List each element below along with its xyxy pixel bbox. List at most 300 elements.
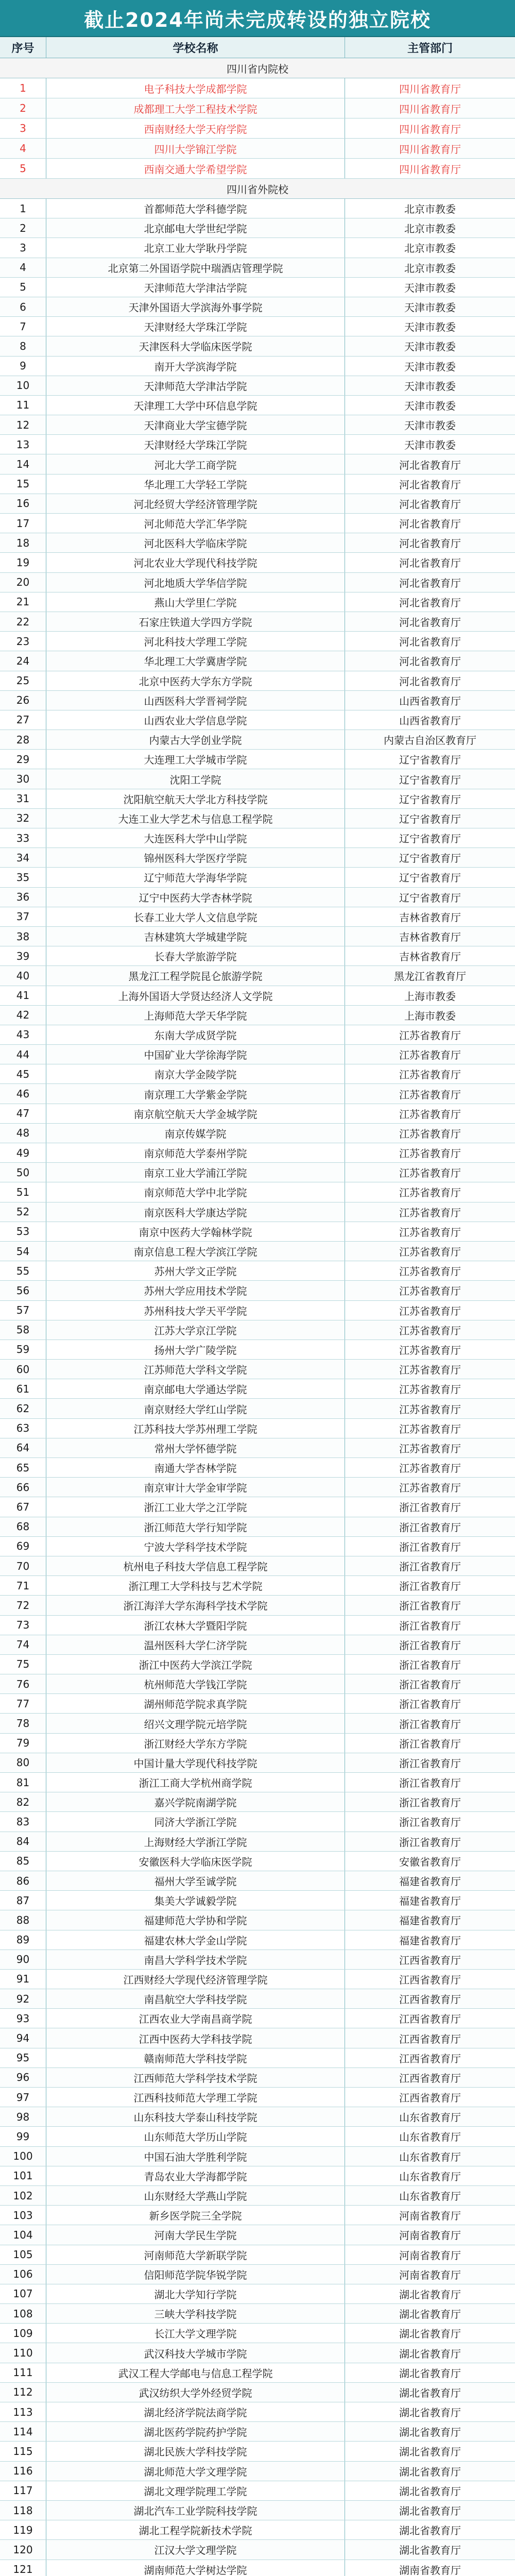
table-row [0, 946, 515, 966]
cell-name: 成都理工大学工程技术学院 [46, 98, 345, 118]
cell-name: 四川大学锦江学院 [46, 139, 345, 158]
cell-name: 苏州大学应用技术学院 [46, 1281, 345, 1300]
cell-no: 4 [0, 258, 46, 277]
cell-dept: 河北省教育厅 [399, 655, 461, 668]
cell-no: 12 [0, 415, 46, 434]
cell-name: 武汉纺织大学外经贸学院 [46, 2383, 345, 2402]
cell-name: 浙江农林大学暨阳学院 [46, 1616, 345, 1635]
cell-name: 长春大学旅游学院 [46, 946, 345, 965]
cell-no: 89 [0, 1930, 46, 1950]
cell-dept: 河北省教育厅 [399, 518, 461, 531]
cell-dept: 湖南省教育厅 [399, 2564, 461, 2576]
table-row [0, 2324, 515, 2343]
table-row [0, 1970, 515, 1989]
cell-name: 江西财经大学现代经济管理学院 [46, 1970, 345, 1989]
cell-name: 中国计量大学现代科技学院 [46, 1753, 345, 1772]
cell-name: 杭州师范大学钱江学院 [46, 1674, 345, 1693]
cell-dept: 浙江省教育厅 [399, 1777, 461, 1790]
cell-dept: 江苏省教育厅 [399, 1462, 461, 1475]
table-row [0, 1596, 515, 1615]
cell-name: 南昌航空大学科技学院 [46, 1989, 345, 2008]
cell-name: 内蒙古大学创业学院 [46, 730, 345, 749]
cell-name: 天津师范大学津沽学院 [46, 278, 345, 297]
cell-dept: 湖北省教育厅 [399, 2544, 461, 2557]
cell-name: 天津理工大学中环信息学院 [46, 396, 345, 415]
cell-dept: 浙江省教育厅 [399, 1737, 461, 1750]
table-row [0, 2009, 515, 2028]
table-row [0, 435, 515, 454]
table-row [0, 1714, 515, 1733]
cell-no: 59 [0, 1340, 46, 1359]
table-row [0, 1734, 515, 1753]
table-row [0, 2068, 515, 2088]
cell-dept: 浙江省教育厅 [399, 1639, 461, 1652]
cell-dept: 山西省教育厅 [399, 714, 461, 727]
cell-dept: 江苏省教育厅 [399, 1304, 461, 1317]
cell-no: 41 [0, 986, 46, 1005]
cell-no: 40 [0, 966, 46, 985]
cell-dept: 浙江省教育厅 [399, 1658, 461, 1671]
cell-no: 46 [0, 1084, 46, 1103]
table-row [0, 2363, 515, 2383]
cell-name: 天津师范大学津沽学院 [46, 376, 345, 395]
cell-no: 115 [0, 2442, 46, 2461]
table-row [0, 1163, 515, 1182]
table-row [0, 2481, 515, 2501]
table-row [0, 1281, 515, 1300]
cell-dept: 天津市教委 [404, 341, 456, 353]
cell-dept: 辽宁省教育厅 [399, 812, 461, 825]
cell-no: 103 [0, 2206, 46, 2225]
table-row [0, 533, 515, 553]
cell-no: 58 [0, 1320, 46, 1340]
cell-no: 16 [0, 494, 46, 513]
cell-no: 28 [0, 730, 46, 749]
cell-dept: 天津市教委 [404, 380, 456, 393]
table-row [0, 1006, 515, 1025]
cell-no: 62 [0, 1399, 46, 1418]
cell-no: 9 [0, 357, 46, 376]
cell-dept: 湖北省教育厅 [399, 2308, 461, 2321]
cell-no: 75 [0, 1655, 46, 1674]
table-row [0, 1478, 515, 1497]
cell-no: 1 [0, 78, 46, 98]
table-row [0, 297, 515, 317]
cell-dept: 湖北省教育厅 [399, 2406, 461, 2419]
cell-no: 1 [0, 199, 46, 218]
cell-name: 信阳师范学院华锐学院 [46, 2265, 345, 2284]
cell-dept: 天津市教委 [404, 399, 456, 412]
table-row [0, 2225, 515, 2245]
cell-dept: 天津市教委 [404, 281, 456, 294]
table-row [0, 1852, 515, 1871]
cell-no: 88 [0, 1910, 46, 1929]
cell-dept: 江苏省教育厅 [399, 1344, 461, 1357]
cell-name: 首都师范大学科德学院 [46, 199, 345, 218]
table-row [0, 750, 515, 769]
table-row [0, 1773, 515, 1792]
cell-dept: 天津市教委 [404, 439, 456, 452]
cell-name: 同济大学浙江学院 [46, 1812, 345, 1831]
table-row [0, 1064, 515, 1084]
cell-no: 97 [0, 2088, 46, 2107]
table-row [0, 986, 515, 1006]
table-row [0, 199, 515, 218]
cell-dept: 湖北省教育厅 [399, 2328, 461, 2341]
cell-no: 60 [0, 1360, 46, 1379]
cell-name: 河北大学工商学院 [46, 454, 345, 473]
cell-dept: 江苏省教育厅 [399, 1226, 461, 1239]
table-row [0, 2540, 515, 2560]
cell-no: 73 [0, 1616, 46, 1635]
table-row [0, 573, 515, 592]
cell-no: 2 [0, 98, 46, 118]
cell-dept: 上海市教委 [404, 1009, 456, 1022]
cell-name: 天津财经大学珠江学院 [46, 317, 345, 336]
cell-dept: 江苏省教育厅 [399, 1383, 461, 1396]
cell-name: 大连理工大学城市学院 [46, 750, 345, 769]
cell-dept: 湖北省教育厅 [399, 2505, 461, 2518]
cell-no: 54 [0, 1242, 46, 1261]
cell-no: 90 [0, 1950, 46, 1969]
cell-no: 37 [0, 907, 46, 926]
cell-dept: 山东省教育厅 [399, 2150, 461, 2163]
table-row [0, 888, 515, 907]
cell-dept: 河北省教育厅 [399, 675, 461, 688]
table-row [0, 1517, 515, 1537]
cell-no: 27 [0, 710, 46, 730]
cell-no: 111 [0, 2363, 46, 2382]
table-row [0, 612, 515, 632]
table-row [0, 1301, 515, 1320]
cell-no: 13 [0, 435, 46, 454]
cell-dept: 浙江省教育厅 [399, 1679, 461, 1691]
cell-name: 江西中医药大学科技学院 [46, 2028, 345, 2047]
cell-dept: 四川省教育厅 [399, 82, 461, 95]
cell-dept: 湖北省教育厅 [399, 2288, 461, 2301]
cell-no: 4 [0, 139, 46, 158]
cell-dept: 浙江省教育厅 [399, 1501, 461, 1514]
cell-name: 武汉科技大学城市学院 [46, 2343, 345, 2362]
cell-name: 中国矿业大学徐海学院 [46, 1045, 345, 1064]
cell-name: 南京信息工程大学滨江学院 [46, 1242, 345, 1261]
table-row [0, 1084, 515, 1104]
cell-name: 上海财经大学浙江学院 [46, 1832, 345, 1851]
cell-name: 苏州科技大学天平学院 [46, 1301, 345, 1320]
cell-name: 福建师范大学协和学院 [46, 1910, 345, 1929]
cell-dept: 北京市教委 [404, 262, 456, 275]
cell-name: 南京师范大学中北学院 [46, 1182, 345, 1201]
cell-dept: 福建省教育厅 [399, 1914, 461, 1927]
cell-dept: 河北省教育厅 [399, 498, 461, 511]
table-row [0, 1655, 515, 1674]
table-row [0, 317, 515, 336]
table-row [0, 2520, 515, 2540]
table-row [0, 238, 515, 258]
cell-no: 29 [0, 750, 46, 769]
cell-dept: 辽宁省教育厅 [399, 833, 461, 845]
cell-no: 21 [0, 592, 46, 612]
cell-no: 82 [0, 1792, 46, 1811]
table-row [0, 2028, 515, 2048]
cell-dept: 浙江省教育厅 [399, 1521, 461, 1534]
cell-name: 福建农林大学金山学院 [46, 1930, 345, 1950]
table-row [0, 159, 515, 179]
table-row [0, 514, 515, 533]
cell-dept: 辽宁省教育厅 [399, 793, 461, 806]
cell-dept: 河南省教育厅 [399, 2210, 461, 2223]
cell-dept: 江苏省教育厅 [399, 1187, 461, 1199]
cell-no: 118 [0, 2501, 46, 2520]
cell-name: 长春工业大学人文信息学院 [46, 907, 345, 926]
table-body-inside [0, 78, 515, 179]
cell-no: 106 [0, 2265, 46, 2284]
cell-name: 集美大学诚毅学院 [46, 1891, 345, 1910]
cell-name: 嘉兴学院南湖学院 [46, 1792, 345, 1811]
cell-no: 77 [0, 1694, 46, 1713]
cell-no: 92 [0, 1989, 46, 2008]
cell-dept: 江苏省教育厅 [399, 1167, 461, 1180]
cell-no: 42 [0, 1006, 46, 1025]
cell-name: 河北地质大学华信学院 [46, 573, 345, 592]
table-row [0, 1202, 515, 1222]
table-row [0, 2147, 515, 2166]
cell-no: 31 [0, 789, 46, 808]
table-row [0, 1320, 515, 1340]
table-row [0, 2343, 515, 2363]
cell-name: 南京师范大学泰州学院 [46, 1143, 345, 1162]
table-row [0, 927, 515, 946]
table-row [0, 2462, 515, 2481]
cell-name: 辽宁师范大学海华学院 [46, 868, 345, 887]
cell-no: 85 [0, 1852, 46, 1871]
cell-dept: 天津市教委 [404, 419, 456, 432]
cell-dept: 北京市教委 [404, 242, 456, 255]
section-outside: 四川省外院校 [0, 179, 515, 199]
cell-no: 107 [0, 2284, 46, 2303]
cell-dept: 江西省教育厅 [399, 1954, 461, 1967]
cell-dept: 江西省教育厅 [399, 1993, 461, 2006]
cell-dept: 上海市教委 [404, 990, 456, 1003]
cell-dept: 河北省教育厅 [399, 459, 461, 471]
cell-no: 33 [0, 828, 46, 848]
cell-no: 76 [0, 1674, 46, 1693]
cell-dept: 江苏省教育厅 [399, 1206, 461, 1219]
cell-no: 101 [0, 2166, 46, 2185]
table-row [0, 2206, 515, 2225]
cell-name: 苏州大学文正学院 [46, 1261, 345, 1280]
table-row [0, 1832, 515, 1852]
cell-dept: 江苏省教育厅 [399, 1364, 461, 1377]
cell-dept: 安徽省教育厅 [399, 1855, 461, 1868]
cell-dept: 吉林省教育厅 [399, 911, 461, 924]
cell-no: 105 [0, 2245, 46, 2264]
cell-no: 5 [0, 278, 46, 297]
cell-no: 20 [0, 573, 46, 592]
cell-name: 天津外国语大学滨海外事学院 [46, 297, 345, 316]
cell-dept: 四川省教育厅 [399, 103, 461, 115]
cell-dept: 河南省教育厅 [399, 2229, 461, 2242]
cell-name: 湖北汽车工业学院科技学院 [46, 2501, 345, 2520]
table-row [0, 1753, 515, 1773]
table-row [0, 454, 515, 474]
table-row [0, 1399, 515, 1418]
cell-dept: 江苏省教育厅 [399, 1265, 461, 1278]
table-row [0, 966, 515, 986]
cell-name: 浙江海洋大学东海科学技术学院 [46, 1596, 345, 1615]
cell-dept: 四川省教育厅 [399, 123, 461, 135]
cell-name: 宁波大学科学技术学院 [46, 1537, 345, 1556]
cell-no: 98 [0, 2107, 46, 2126]
cell-no: 53 [0, 1222, 46, 1241]
cell-no: 5 [0, 159, 46, 178]
cell-dept: 福建省教育厅 [399, 1934, 461, 1947]
table-row [0, 2127, 515, 2146]
cell-dept: 浙江省教育厅 [399, 1797, 461, 1809]
cell-dept: 河北省教育厅 [399, 478, 461, 491]
cell-name: 西南交通大学希望学院 [46, 159, 345, 178]
cell-name: 湖北医药学院药护学院 [46, 2422, 345, 2441]
table-row [0, 1989, 515, 2009]
cell-no: 116 [0, 2462, 46, 2481]
cell-no: 15 [0, 474, 46, 494]
cell-dept: 辽宁省教育厅 [399, 872, 461, 885]
cell-name: 天津商业大学宝德学院 [46, 415, 345, 434]
table-row [0, 671, 515, 691]
table-row [0, 2048, 515, 2068]
cell-no: 49 [0, 1143, 46, 1162]
table-row [0, 651, 515, 671]
table-row [0, 789, 515, 809]
cell-dept: 江西省教育厅 [399, 2013, 461, 2026]
cell-dept: 天津市教委 [404, 301, 456, 314]
cell-name: 北京第二外国语学院中瑞酒店管理学院 [46, 258, 345, 277]
cell-name: 电子科技大学成都学院 [46, 78, 345, 98]
cell-name: 大连医科大学中山学院 [46, 828, 345, 848]
cell-dept: 江西省教育厅 [399, 2032, 461, 2045]
table-row [0, 2383, 515, 2402]
cell-name: 杭州电子科技大学信息工程学院 [46, 1556, 345, 1575]
cell-dept: 浙江省教育厅 [399, 1836, 461, 1849]
table-row [0, 1694, 515, 1714]
cell-no: 95 [0, 2048, 46, 2067]
cell-name: 中国石油大学胜利学院 [46, 2147, 345, 2166]
cell-name: 安徽医科大学临床医学院 [46, 1852, 345, 1871]
cell-name: 浙江中医药大学滨江学院 [46, 1655, 345, 1674]
cell-name: 南京传媒学院 [46, 1124, 345, 1143]
cell-dept: 福建省教育厅 [399, 1875, 461, 1888]
table-row [0, 1871, 515, 1891]
cell-dept: 山东省教育厅 [399, 2170, 461, 2183]
cell-dept: 河北省教育厅 [399, 557, 461, 570]
table-row [0, 2402, 515, 2422]
cell-name: 南京航空航天大学金城学院 [46, 1104, 345, 1123]
cell-no: 78 [0, 1714, 46, 1733]
cell-name: 南京医科大学康达学院 [46, 1202, 345, 1222]
cell-dept: 内蒙古自治区教育厅 [384, 734, 476, 747]
table-body-outside [0, 199, 515, 2576]
table-row [0, 336, 515, 356]
cell-dept: 湖北省教育厅 [399, 2485, 461, 2498]
cell-name: 南京邮电大学通达学院 [46, 1379, 345, 1398]
cell-name: 南昌大学科学技术学院 [46, 1950, 345, 1969]
cell-no: 74 [0, 1635, 46, 1654]
cell-dept: 四川省教育厅 [399, 163, 461, 176]
cell-no: 61 [0, 1379, 46, 1398]
cell-name: 江西师范大学科学技术学院 [46, 2068, 345, 2087]
cell-name: 湖北民族大学科技学院 [46, 2442, 345, 2461]
cell-no: 14 [0, 454, 46, 473]
cell-no: 48 [0, 1124, 46, 1143]
table-row [0, 1950, 515, 1970]
table-row [0, 139, 515, 159]
cell-name: 北京邮电大学世纪学院 [46, 218, 345, 238]
cell-name: 山东财经大学燕山学院 [46, 2186, 345, 2205]
cell-dept: 江苏省教育厅 [399, 1324, 461, 1337]
cell-no: 30 [0, 769, 46, 788]
table-row [0, 848, 515, 868]
cell-no: 34 [0, 848, 46, 867]
cell-no: 10 [0, 376, 46, 395]
cell-dept: 江西省教育厅 [399, 1973, 461, 1986]
table-row [0, 553, 515, 572]
cell-name: 南京财经大学红山学院 [46, 1399, 345, 1418]
cell-name: 北京中医药大学东方学院 [46, 671, 345, 690]
cell-dept: 江苏省教育厅 [399, 1088, 461, 1101]
table-row [0, 769, 515, 789]
cell-name: 湖州师范学院求真学院 [46, 1694, 345, 1713]
cell-name: 福州大学至诚学院 [46, 1871, 345, 1890]
table-row [0, 278, 515, 297]
table-row [0, 1222, 515, 1242]
cell-dept: 北京市教委 [404, 203, 456, 216]
cell-name: 三峡大学科技学院 [46, 2304, 345, 2323]
table-row [0, 2304, 515, 2324]
cell-dept: 江苏省教育厅 [399, 1147, 461, 1160]
cell-no: 3 [0, 118, 46, 138]
cell-name: 天津财经大学珠江学院 [46, 435, 345, 454]
cell-dept: 湖北省教育厅 [399, 2367, 461, 2380]
table-row [0, 1104, 515, 1124]
cell-dept: 浙江省教育厅 [399, 1619, 461, 1632]
table-row [0, 868, 515, 887]
cell-dept: 辽宁省教育厅 [399, 773, 461, 786]
cell-name: 浙江财经大学东方学院 [46, 1734, 345, 1753]
cell-dept: 天津市教委 [404, 360, 456, 373]
table-row [0, 2284, 515, 2304]
cell-name: 河北师范大学汇华学院 [46, 514, 345, 533]
table-row [0, 118, 515, 139]
cell-no: 119 [0, 2520, 46, 2539]
cell-name: 吉林建筑大学城建学院 [46, 927, 345, 946]
cell-no: 18 [0, 533, 46, 552]
table-row [0, 730, 515, 750]
cell-dept: 江苏省教育厅 [399, 1403, 461, 1416]
table-row [0, 828, 515, 848]
table-row [0, 357, 515, 376]
cell-name: 扬州大学广陵学院 [46, 1340, 345, 1359]
cell-dept: 四川省教育厅 [399, 143, 461, 156]
cell-dept: 山西省教育厅 [399, 694, 461, 707]
cell-name: 天津医科大学临床医学院 [46, 336, 345, 355]
table-row [0, 376, 515, 396]
cell-name: 河北经贸大学经济管理学院 [46, 494, 345, 513]
table-row [0, 1556, 515, 1576]
cell-name: 江西科技师范大学理工学院 [46, 2088, 345, 2107]
cell-dept: 浙江省教育厅 [399, 1698, 461, 1711]
table-header [0, 37, 515, 58]
cell-no: 22 [0, 612, 46, 631]
